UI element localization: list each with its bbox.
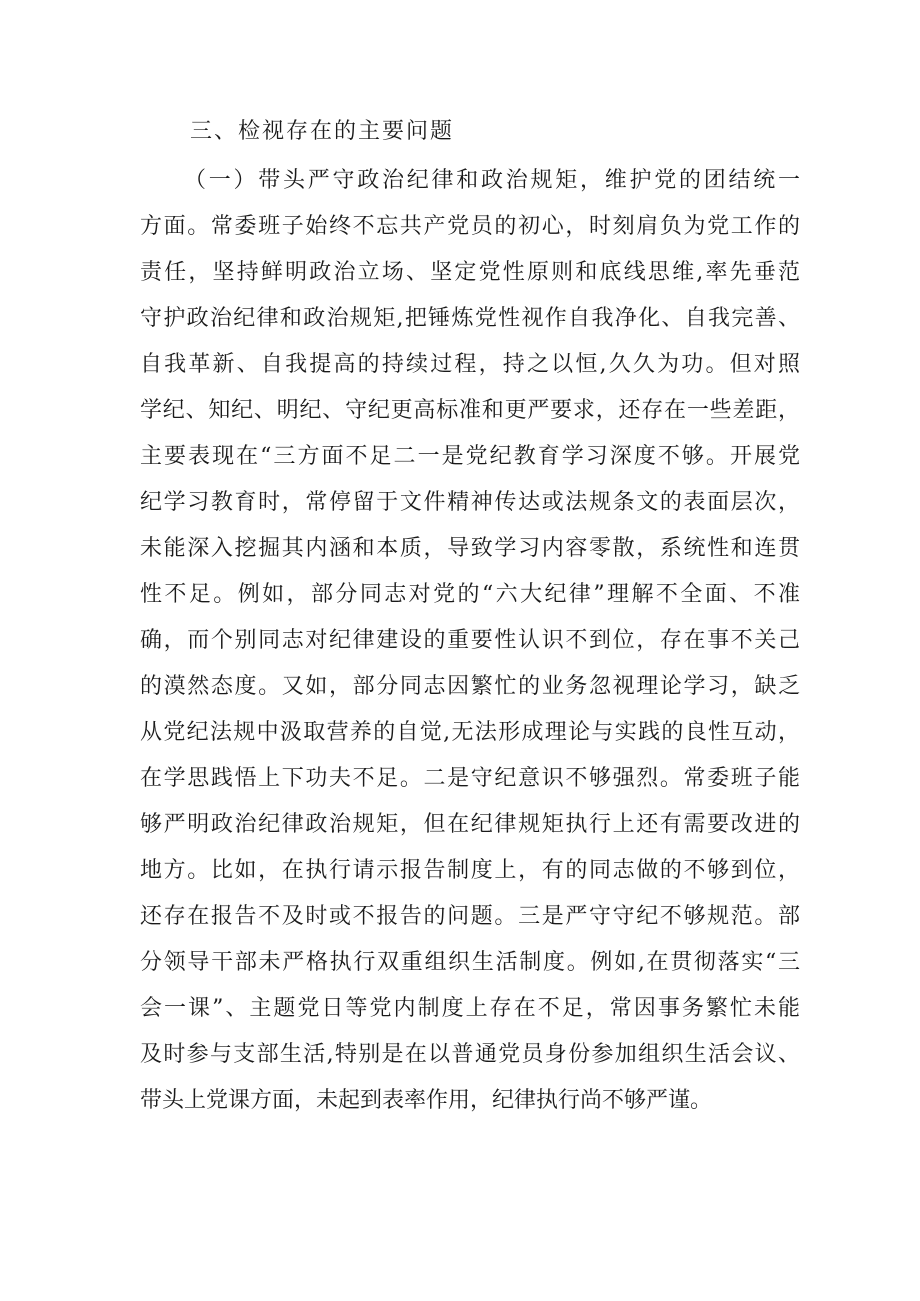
text-line: 学纪、知纪、明纪、守纪更高标准和更严要求，还存在一些差距， <box>140 398 800 423</box>
text-line: 自我革新、自我提高的持续过程，持之以恒,久久为功。但对照 <box>140 352 800 377</box>
text-line: （一）带头严守政治纪律和政治规矩，维护党的团结统一 <box>184 168 800 193</box>
text-line: 确，而个别同志对纪律建设的重要性认识不到位，存在事不关己 <box>140 628 800 653</box>
text-line: 在学思践悟上下功夫不足。二是守纪意识不够强烈。常委班子能 <box>140 766 800 791</box>
text-line: 的漠然态度。又如，部分同志因繁忙的业务忽视理论学习，缺乏 <box>140 674 800 699</box>
text-line: 从党纪法规中汲取营养的自觉,无法形成理论与实践的良性互动， <box>140 720 800 745</box>
body-paragraph <box>140 158 800 1124</box>
text-line: 地方。比如，在执行请示报告制度上，有的同志做的不够到位， <box>140 858 800 883</box>
text-line: 方面。常委班子始终不忘共产党员的初心，时刻肩负为党工作的 <box>140 214 800 239</box>
text-line: 未能深入挖掘其内涵和本质，导致学习内容零散，系统性和连贯 <box>140 536 800 561</box>
text-line: 性不足。例如，部分同志对党的“六大纪律”理解不全面、不准 <box>140 582 800 607</box>
text-line: 会一课”、主题党日等党内制度上存在不足，常因事务繁忙未能 <box>140 996 800 1021</box>
text-line: 分领导干部未严格执行双重组织生活制度。例如,在贯彻落实“三 <box>140 950 800 975</box>
text-line: 还存在报告不及时或不报告的问题。三是严守守纪不够规范。部 <box>140 904 800 929</box>
text-line: 责任，坚持鲜明政治立场、坚定党性原则和底线思维,率先垂范 <box>140 260 800 285</box>
text-line: 主要表现在“三方面不足二一是党纪教育学习深度不够。开展党 <box>140 444 800 469</box>
text-line: 带头上党课方面，未起到表率作用，纪律执行尚不够严谨。 <box>140 1088 713 1113</box>
text-line: 守护政治纪律和政治规矩,把锤炼党性视作自我净化、自我完善、 <box>140 306 800 331</box>
text-line: 够严明政治纪律政治规矩，但在纪律规矩执行上还有需要改进的 <box>140 812 800 837</box>
section-heading: 三、检视存在的主要问题 <box>190 119 455 144</box>
text-line: 及时参与支部生活,特别是在以普通党员身份参加组织生活会议、 <box>140 1042 800 1067</box>
text-line: 纪学习教育时，常停留于文件精神传达或法规条文的表面层次， <box>140 490 800 515</box>
